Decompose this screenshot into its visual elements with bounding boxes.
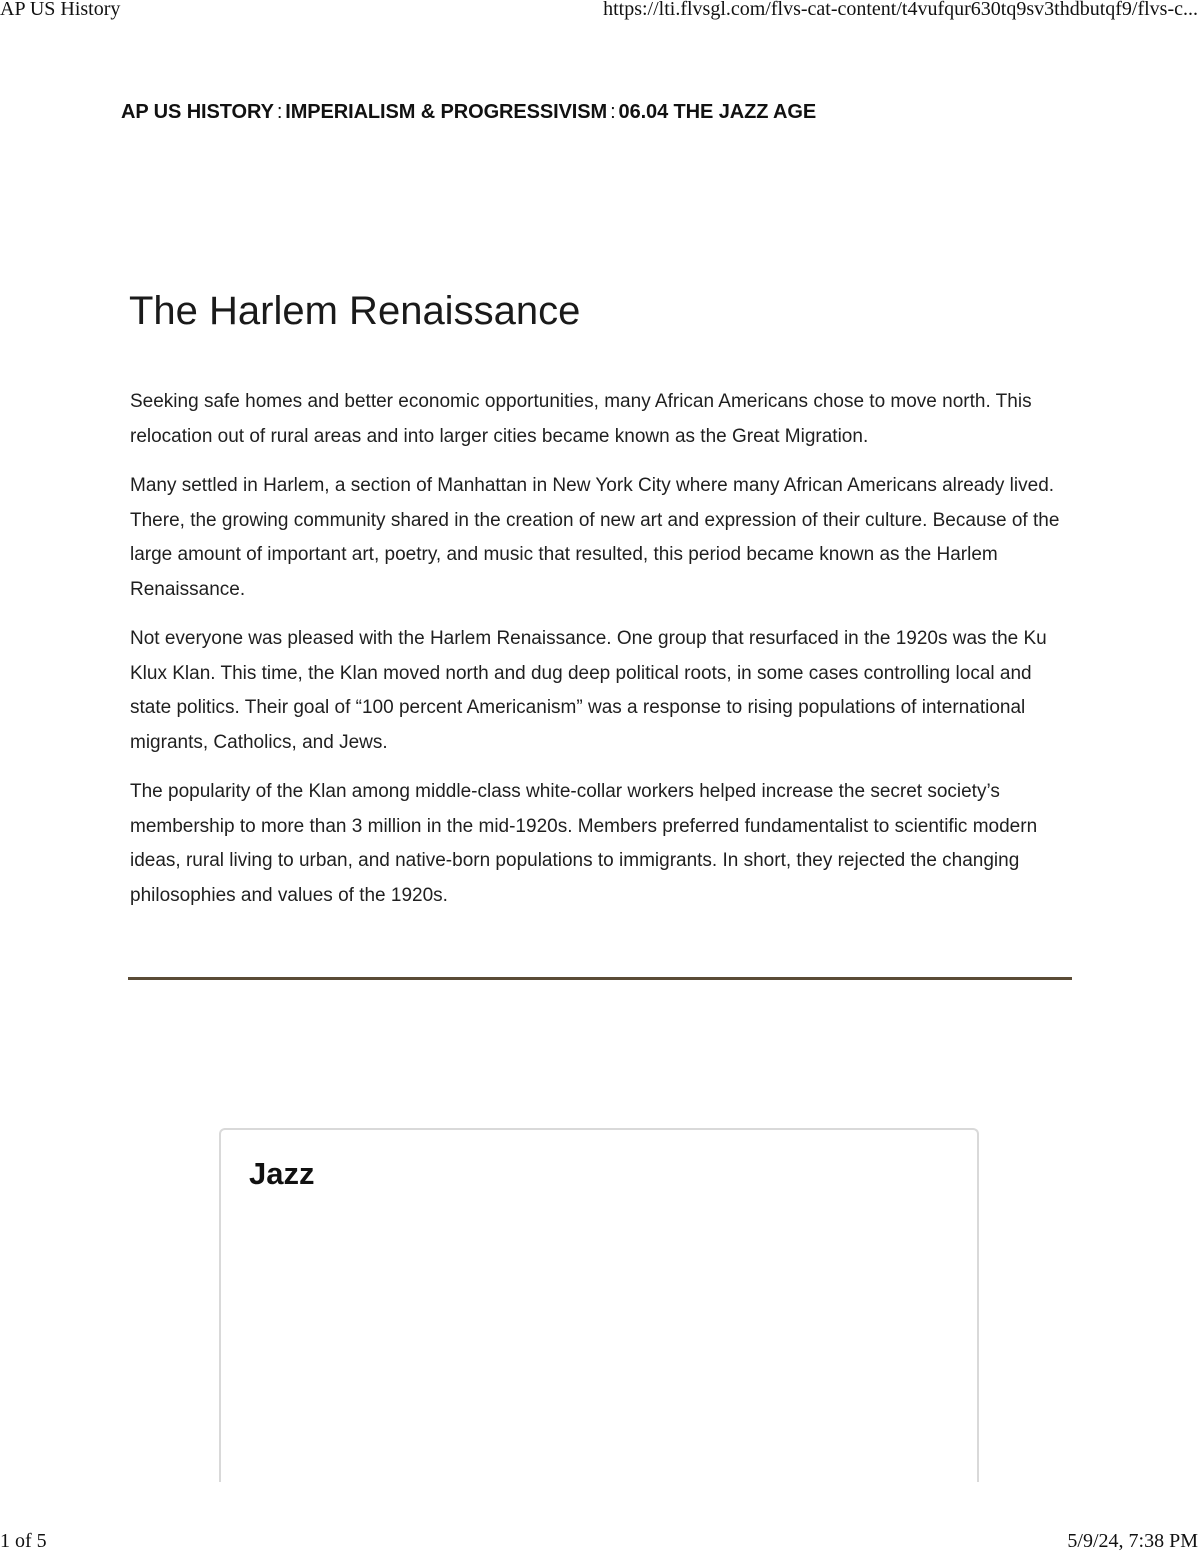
card-title: Jazz bbox=[249, 1156, 315, 1191]
breadcrumb bbox=[121, 101, 816, 124]
breadcrumb-lesson: 06.04 THE JAZZ AGE bbox=[618, 101, 817, 123]
breadcrumb-separator: : bbox=[276, 101, 283, 123]
paragraph: Not everyone was pleased with the Harlem Renaissance. One group that resurfaced in the 1920s was the Ku Klux Klan. This time, the Klan moved north and dug deep political roots, in some cases controlling local and state politics. Their goal of “100 percent Americanism” was a response to rising populations of international migrants, Catholics, and Jews. bbox=[130, 628, 1047, 753]
section-divider bbox=[128, 977, 1072, 980]
print-datetime: 5/9/24, 7:38 PM bbox=[1067, 1530, 1198, 1552]
print-header-url: https://lti.flvsgl.com/flvs-cat-content/t4vufqur630tq9sv3thdbutqf9/flvs-c... bbox=[603, 0, 1198, 20]
paragraph: Many settled in Harlem, a section of Manhattan in New York City where many African Americans already lived. There, the growing community shared in the creation of new art and expression of their culture. Because of the large amount of important art, poetry, and music that resulted, this period became known as the Harlem Renaissance. bbox=[130, 475, 1060, 600]
page-bottom-margin bbox=[0, 1482, 1200, 1553]
paragraph: The popularity of the Klan among middle-class white-collar workers helped increase the secret society’s membership to more than 3 million in the mid-1920s. Members preferred fundamentalist to scientific modern ideas, rural living to urban, and native-born populations to immigrants. In short, they rejected the changing philosophies and values of the 1920s. bbox=[130, 781, 1038, 906]
section-title: The Harlem Renaissance bbox=[129, 289, 581, 333]
page-number: 1 of 5 bbox=[0, 1530, 47, 1552]
breadcrumb-module[interactable]: IMPERIALISM & PROGRESSIVISM bbox=[285, 101, 608, 123]
breadcrumb-course[interactable]: AP US HISTORY bbox=[121, 101, 274, 123]
paragraph: Seeking safe homes and better economic opportunities, many African Americans chose to move north. This relocation out of rural areas and into larger cities became known as the Great Migration. bbox=[130, 391, 1032, 447]
section-body bbox=[130, 385, 1075, 928]
jazz-card bbox=[219, 1128, 979, 1508]
breadcrumb-separator: : bbox=[610, 101, 616, 123]
print-header-title: AP US History bbox=[0, 0, 121, 20]
